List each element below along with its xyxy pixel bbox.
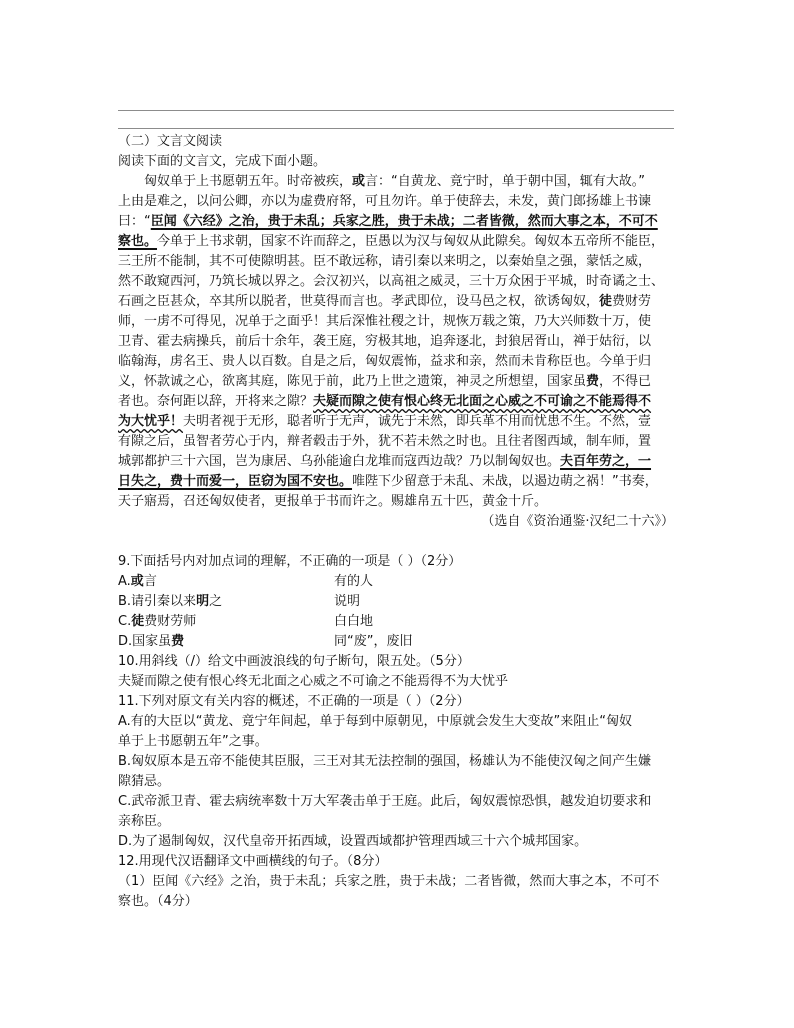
passage-line: 然不敢窥西河，乃筑长城以界之。会汉初兴，以高祖之威灵，三十万众困于平城，时奇谲之士、 [118, 274, 665, 289]
document-body [118, 132, 674, 912]
header-rule-top [118, 110, 674, 111]
q11-option-a: A.有的大臣以“黄龙、竟宁年间起，单于每到中原朝见，中原就会发生大变故”来阻止“匈奴 [118, 714, 633, 729]
q9-option-d: D.国家虽费 同“废”，废旧 [118, 634, 413, 649]
question-10-stem: 10.用斜线（/）给文中画波浪线的句子断句，限五处。（5分） [118, 654, 470, 669]
passage-line: 三王所不能制，其不可使隙明甚。臣不敢远称，请引秦以来明之，以秦始皇之强，蒙恬之威， [118, 254, 652, 269]
dotted-word-huo: 或 [352, 174, 366, 189]
question-12-stem: 12.用现代汉语翻译文中画横线的句子。（8分） [118, 854, 388, 869]
instruction: 阅读下面的文言文，完成下面小题。 [118, 154, 327, 169]
passage-line: 临翰海，虏名王、贵人以百数。自是之后，匈奴震怖，益求和亲，然而未肯称臣也。今单于归 [118, 354, 652, 369]
passage-line: 匈奴单于上书愿朝五年。时帝被疾，或言：“自黄龙、竟宁时，单于朝中国，辄有大故。” [144, 174, 646, 189]
underlined-sentence: 察也。 [118, 234, 158, 249]
question-11-stem: 11.下列对原文有关内容的概述，不正确的一项是（ ）（2分） [118, 694, 470, 709]
q9-option-b: B.请引秦以来明之 说明 [118, 594, 361, 609]
passage-line: 义，怀款诚之心，欲离其庭，陈见于前，此乃上世之遗策，神灵之所想望，国家虽费，不得已 [118, 374, 652, 389]
underlined-sentence: 日失之，费十而爱一，臣窃为国不安也。 [118, 474, 353, 489]
q11-option-c-cont: 亲称臣。 [118, 814, 171, 829]
section-title: （二）文言文阅读 [118, 134, 223, 149]
q11-option-c: C.武帝派卫青、霍去病统率数十万大军袭击单于王庭。此后，匈奴震惊恐惧，越发迫切要求和 [118, 794, 652, 809]
q11-option-d: D.为了遏制匈奴，汉代皇帝开拓西域，设置西域都护管理西域三十六个城邦国家。 [118, 834, 588, 849]
passage-line: 为大忧乎！夫明者视于无形，聪者听于无声，诚先于未然，即兵革不用而忧患不生。不然，壹 [118, 414, 652, 429]
passage-line: 卫青、霍去病操兵，前后十余年，袭王庭，穷极其地，追奔逐北，封狼居胥山，禅于姑衍，以 [118, 334, 652, 349]
q12-part-1: （1）臣闻《六经》之治，贵于未乱；兵家之胜，贵于未战；二者皆微，然而大事之本，不可不 [118, 874, 660, 889]
q11-option-a-cont: 单于上书愿朝五年”之事。 [118, 734, 268, 749]
dotted-word-tu: 徒 [599, 294, 613, 309]
passage-line: 师，一虏不可得见，况单于之面乎！其后深惟社稷之计，规恢万载之策，乃大兴师数十万，使 [118, 314, 652, 329]
underlined-sentence: 夫百年劳之，一 [560, 454, 652, 469]
wavy-sentence: 为大忧乎！ [118, 414, 184, 429]
underlined-sentence: 臣闻《六经》之治，贵于未乱；兵家之胜，贵于未战；二者皆微，然而大事之本，不可不 [150, 214, 658, 229]
wavy-sentence: 夫疑而隙之使有恨心终无北面之心威之不可谕之不能焉得不 [313, 394, 652, 409]
passage-line: 有隙之后，虽智者劳心于内，辩者毂击于外，犹不若未然之时也。且往者图西域，制车师，置 [118, 434, 652, 449]
q9-option-a: A.或言 有的人 [118, 574, 374, 589]
q11-option-b-cont: 隙猜忌。 [118, 774, 171, 789]
passage-line: 曰：“臣闻《六经》之治，贵于未乱；兵家之胜，贵于未战；二者皆微，然而大事之本，不可不 [118, 214, 658, 229]
q12-part-1-cont: 察也。（4分） [118, 894, 198, 909]
passage-line: 天子寤焉，召还匈奴使者，更报单于书而许之。赐雄帛五十匹，黄金十斤。 [118, 494, 548, 509]
question-10-sentence: 夫疑而隙之使有恨心终无北面之心威之不可谕之不能焉得不为大忧乎 [118, 674, 509, 689]
passage-line: 上由是难之，以问公卿，亦以为虚费府帑，可且勿许。单于使辞去，未发，黄门郎扬雄上书谏 [118, 194, 652, 209]
passage-line: 察也。今单于上书求朝，国家不许而辞之，臣愚以为汉与匈奴从此隙矣。匈奴本五帝所不能臣， [118, 234, 665, 249]
passage-line: 日失之，费十而爱一，臣窃为国不安也。唯陛下少留意于未乱、未战，以遏边萌之祸！”书奏， [118, 474, 658, 489]
dotted-word-fei: 费 [586, 374, 600, 389]
passage-line: 者也。奈何距以辞，开将来之隙？夫疑而隙之使有恨心终无北面之心威之不可谕之不能焉得不 [118, 394, 652, 409]
passage-line: 石画之臣甚众，卒其所以脱者，世莫得而言也。孝武即位，设马邑之权，欲诱匈奴，徒费财劳 [118, 294, 652, 309]
passage-source: （选自《资治通鉴·汉纪二十六》） [481, 514, 674, 529]
q11-option-b: B.匈奴原本是五帝不能使其臣服，三王对其无法控制的强国，杨雄认为不能使汉匈之间产生嫌 [118, 754, 652, 769]
q9-option-c: C.徒费财劳师 白白地 [118, 614, 374, 629]
header-rule-bottom [118, 128, 674, 129]
question-9-stem: 9.下面括号内对加点词的理解，不正确的一项是（ ）（2分） [118, 554, 462, 569]
passage-line: 城郭都护三十六国，岂为康居、乌孙能逾白龙堆而寇西边哉？乃以制匈奴也。夫百年劳之，一 [118, 454, 652, 469]
